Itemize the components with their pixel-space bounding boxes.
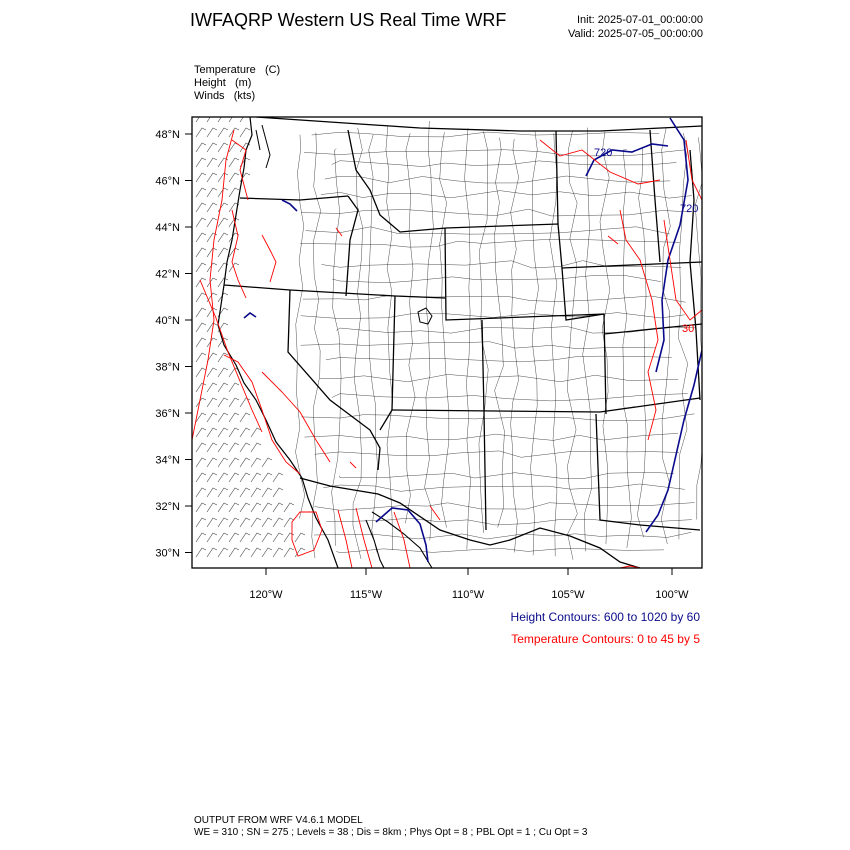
lat-tick-label: 30°N [155,547,180,560]
lon-tick-label: 100°W [655,589,689,601]
lat-tick-label: 32°N [155,501,180,513]
height-contour-label: 720 [680,203,699,215]
lat-tick-label: 38°N [155,361,180,374]
lon-tick-label: 115°W [349,589,383,601]
height-contour-note: Height Contours: 600 to 1020 by 60 [510,610,700,624]
model-version: OUTPUT FROM WRF V4.6.1 MODEL [194,815,363,826]
field-unit: (m) [234,77,252,89]
lat-tick-label: 34°N [155,454,180,467]
temp-contour-label: 30 [682,323,695,335]
plot-title: IWFAQRP Western US Real Time WRF [190,10,507,30]
lat-tick-label: 44°N [155,222,180,234]
latitude-axis [155,129,192,560]
temperature-contour-note: Temperature Contours: 0 to 45 by 5 [511,632,700,646]
lat-tick-label: 48°N [155,129,180,141]
contour-legend [511,606,700,650]
lon-tick-label: 110°W [451,589,485,601]
field-name: Temperature [194,64,256,76]
lat-tick-label: 46°N [155,175,180,188]
model-config: WE = 310 ; SN = 275 ; Levels = 38 ; Dis = 8km ; Phys Opt = 8 ; PBL Opt = 1 ; Cu Opt = 3 [194,827,588,838]
field-name: Height [194,77,226,89]
lat-tick-label: 40°N [155,315,180,327]
field-unit: (C) [264,64,281,76]
field-unit: (kts) [233,90,256,102]
lat-tick-label: 36°N [155,408,180,420]
model-footer [194,815,587,839]
init-time: Init: 2025-07-01_00:00:00 [577,14,703,26]
field-name: Winds [194,90,225,102]
lon-tick-label: 120°W [249,589,283,601]
valid-time: Valid: 2025-07-05_00:00:00 [568,28,703,40]
longitude-axis [249,568,689,601]
lat-tick-label: 42°N [155,268,180,281]
lon-tick-label: 105°W [551,589,585,601]
height-contour-label: 720 [594,147,613,159]
